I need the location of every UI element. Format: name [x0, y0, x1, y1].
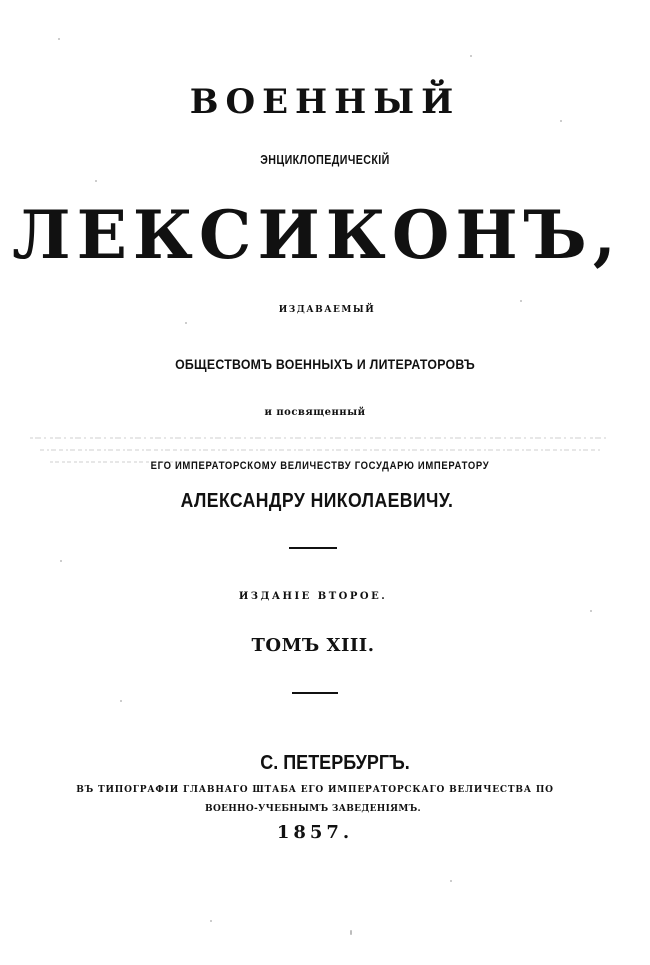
volume-label: ТОМЪ XIII. [251, 635, 375, 656]
paper-speck [60, 560, 62, 562]
publisher-intro: ИЗДАВАЕМЫЙ [278, 305, 376, 315]
dedication-intro: и посвященный [264, 407, 366, 418]
paper-speck [95, 180, 97, 182]
title-line-2: ЭНЦИКЛОПЕДИЧЕСКІЙ [260, 152, 390, 167]
title-line-1: ВОЕННЫЙ [189, 82, 461, 122]
paper-speck [185, 322, 187, 324]
title-line-3: ЛЕКСИКОНЪ, [12, 196, 622, 274]
paper-speck [350, 930, 352, 935]
paper-speck [58, 38, 60, 40]
printer-line-1: ВЪ ТИПОГРАФІИ ГЛАВНАГО ШТАБА ЕГО ИМПЕРАТОРСКАГО ВЕЛИЧЕСТВА ПО [76, 785, 554, 795]
publication-year: 1857. [276, 822, 354, 843]
publisher-name: ОБЩЕСТВОМЪ ВОЕННЫХЪ И ЛИТЕРАТОРОВЪ [175, 356, 475, 372]
dedication-recipient-name: АЛЕКСАНДРУ НИКОЛАЕВИЧУ. [180, 490, 454, 512]
publication-city: С. ПЕТЕРБУРГЪ. [260, 752, 410, 774]
paper-speck [120, 700, 122, 702]
paper-speck [520, 300, 522, 302]
paper-speck [470, 55, 472, 57]
divider-rule [289, 547, 337, 549]
dedication-recipient-title: ЕГО ИМПЕРАТОРСКОМУ ВЕЛИЧЕСТВУ ГОСУДАРЮ ИМПЕРАТОРУ [150, 460, 490, 472]
paper-speck [210, 920, 212, 922]
edition-label: ИЗДАНІЕ ВТОРОЕ. [238, 591, 388, 602]
paper-speck [590, 610, 592, 612]
paper-speck [450, 880, 452, 882]
printer-line-2: ВОЕННО-УЧЕБНЫМЪ ЗАВЕДЕНІЯМЪ. [205, 804, 421, 814]
divider-rule [292, 692, 338, 694]
